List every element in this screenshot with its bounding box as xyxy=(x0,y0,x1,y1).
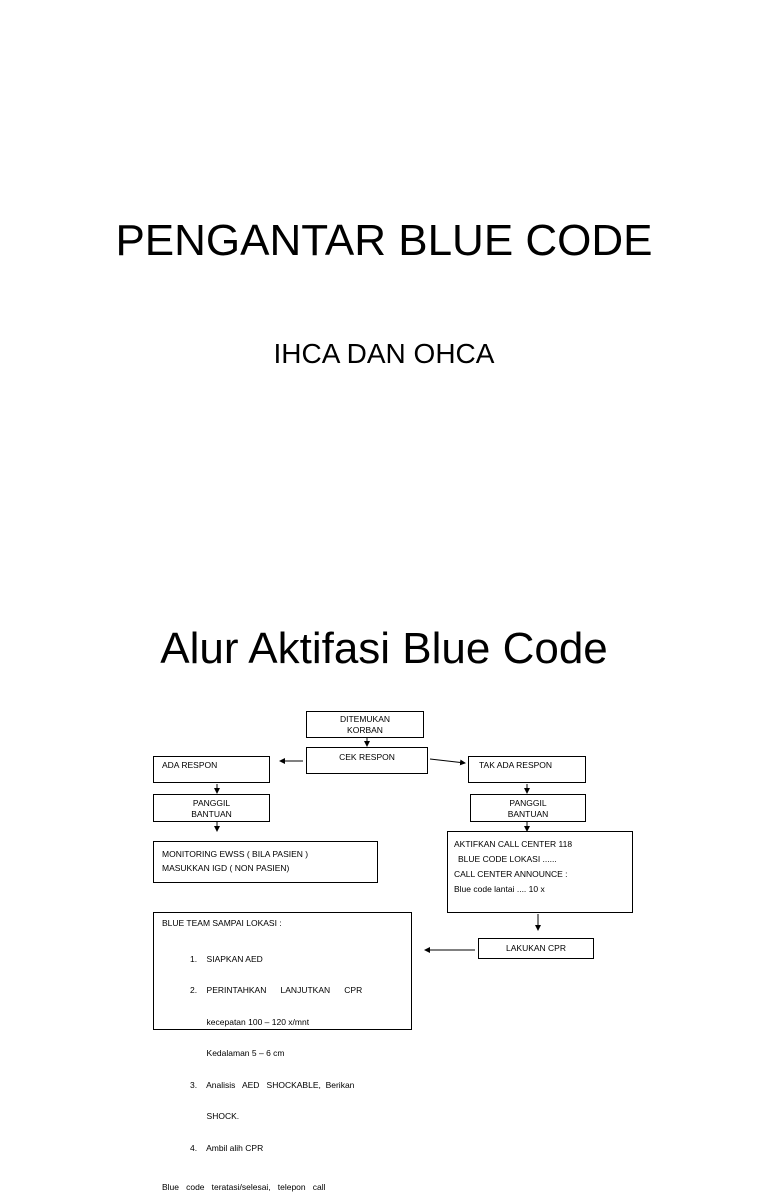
box-line: TAK ADA RESPON xyxy=(479,760,553,770)
step-item: 3. Analisis AED SHOCKABLE, Berikan xyxy=(190,1079,355,1090)
box-line: MASUKKAN IGD ( NON PASIEN) xyxy=(162,863,290,873)
box-ada-respon xyxy=(153,756,270,783)
slide-subtitle: IHCA DAN OHCA xyxy=(273,338,495,369)
step-item: 2. PERINTAHKAN LANJUTKAN CPR xyxy=(190,985,363,995)
box-ditemukan-korban xyxy=(306,711,424,738)
box-cek-respon xyxy=(306,747,428,774)
arrow-right xyxy=(430,759,465,763)
step-item: kecepatan 100 – 120 x/mnt xyxy=(190,1016,310,1027)
box-line: Blue code teratasi/selesai, telepon call xyxy=(162,1182,326,1192)
box-lakukan-cpr xyxy=(478,938,594,959)
box-line: KORBAN xyxy=(347,725,383,735)
box-line: AKTIFKAN CALL CENTER 118 xyxy=(454,839,573,849)
box-line: BLUE CODE LOKASI ...... xyxy=(458,854,557,864)
box-blue-team xyxy=(153,912,412,1192)
box-line: CALL CENTER ANNOUNCE : xyxy=(454,869,568,879)
box-line: ADA RESPON xyxy=(162,760,218,770)
box-aktifkan-call-center xyxy=(447,831,633,913)
step-item: 1. SIAPKAN AED xyxy=(190,953,263,964)
box-line: BANTUAN xyxy=(507,809,549,819)
box-line: MONITORING EWSS ( BILA PASIEN ) xyxy=(162,849,309,859)
box-panggil-bantuan-left xyxy=(153,794,270,822)
box-line: LAKUKAN CPR xyxy=(506,943,566,953)
step-item: SHOCK. xyxy=(190,1111,240,1121)
box-line: DITEMUKAN xyxy=(339,714,391,724)
box-line: PANGGIL xyxy=(192,798,231,808)
box-line: CEK RESPON xyxy=(339,752,395,762)
box-monitoring xyxy=(153,841,378,883)
box-line: PANGGIL xyxy=(509,798,547,808)
box-line: BANTUAN xyxy=(191,809,232,819)
box-line: Blue code lantai .... 10 x xyxy=(454,884,545,894)
step-item: Kedalaman 5 – 6 cm xyxy=(190,1048,285,1058)
box-tak-ada-respon xyxy=(468,756,586,783)
box-panggil-bantuan-right xyxy=(470,794,586,822)
step-list xyxy=(162,933,403,1175)
slide-title: PENGANTAR BLUE CODE xyxy=(115,216,653,265)
step-item: 4. Ambil alih CPR xyxy=(190,1142,264,1153)
box-line: BLUE TEAM SAMPAI LOKASI : xyxy=(162,918,282,928)
slide-title: Alur Aktifasi Blue Code xyxy=(160,624,608,673)
